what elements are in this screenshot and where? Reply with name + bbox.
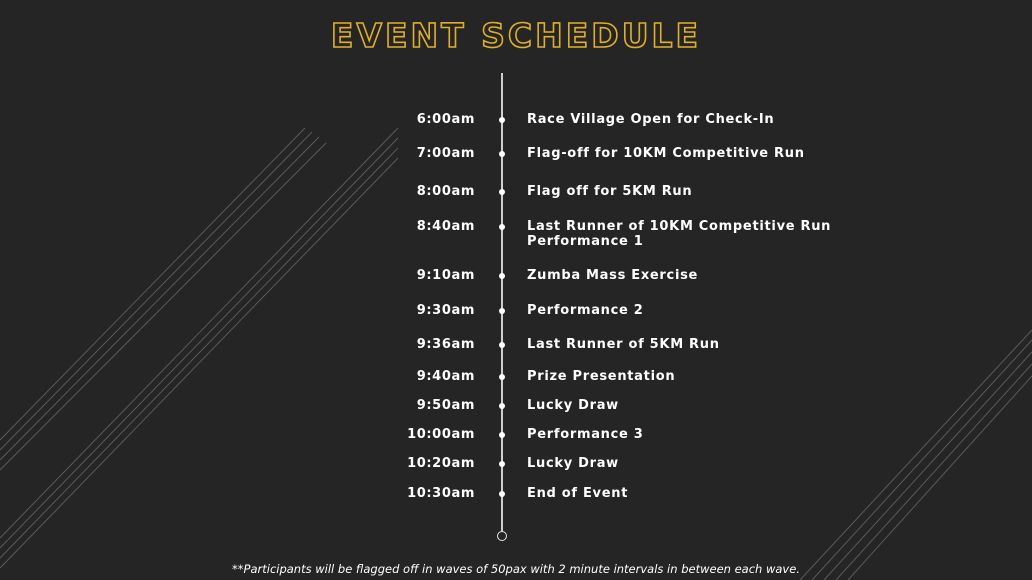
schedule-time: 8:40am — [416, 219, 475, 234]
timeline-dot — [499, 151, 505, 157]
timeline-dot — [499, 117, 505, 123]
timeline-dot — [499, 491, 505, 497]
footnotes — [0, 561, 1032, 577]
schedule-event: Zumba Mass Exercise — [527, 268, 699, 283]
schedule-event: Race Village Open for Check-In — [527, 112, 775, 127]
schedule-time: 6:00am — [416, 112, 475, 127]
schedule-event: Flag-off for 10KM Competitive Run — [527, 146, 805, 161]
timeline-dot — [499, 461, 505, 467]
timeline-dot — [499, 432, 505, 438]
schedule-event: Performance 2 — [527, 303, 644, 318]
timeline-dot — [499, 342, 505, 348]
schedule-time: 9:36am — [416, 337, 475, 352]
page-title: EVENT SCHEDULE — [330, 16, 702, 55]
schedule-event: Prize Presentation — [527, 369, 676, 384]
schedule-time: 7:00am — [416, 146, 475, 161]
schedule-event: Lucky Draw — [527, 456, 619, 471]
timeline-dot — [499, 224, 505, 230]
schedule-item — [0, 369, 1032, 389]
schedule-event: Last Runner of 10KM Competitive Run Performance 1 — [527, 219, 832, 249]
schedule-item — [0, 456, 1032, 476]
schedule-item — [0, 337, 1032, 357]
schedule-time: 9:50am — [416, 398, 475, 413]
timeline-dot — [499, 374, 505, 380]
schedule-time: 9:40am — [416, 369, 475, 384]
schedule-time: 10:00am — [407, 427, 475, 442]
schedule-item — [0, 219, 1032, 249]
schedule-time: 10:20am — [407, 456, 475, 471]
schedule-item — [0, 268, 1032, 288]
schedule-time: 10:30am — [407, 486, 475, 501]
schedule-event: Last Runner of 5KM Run — [527, 337, 720, 352]
schedule-item — [0, 146, 1032, 166]
schedule-item — [0, 398, 1032, 418]
schedule-item — [0, 303, 1032, 323]
timeline-dot — [499, 308, 505, 314]
timeline-dot — [499, 273, 505, 279]
timeline-dot — [499, 403, 505, 409]
schedule-event: End of Event — [527, 486, 629, 501]
timeline-end-marker — [497, 531, 507, 541]
schedule-time: 8:00am — [416, 184, 475, 199]
schedule-time: 9:30am — [416, 303, 475, 318]
schedule-item — [0, 486, 1032, 506]
schedule-item — [0, 427, 1032, 447]
schedule-item — [0, 112, 1032, 132]
footnote: **Participants will be flagged off in waves of 50pax with 2 minute intervals in between each wave. — [232, 562, 800, 576]
schedule-item — [0, 184, 1032, 204]
schedule-event: Lucky Draw — [527, 398, 619, 413]
schedule-event: Performance 3 — [527, 427, 644, 442]
schedule-event: Flag off for 5KM Run — [527, 184, 693, 199]
timeline-dot — [499, 189, 505, 195]
schedule-time: 9:10am — [416, 268, 475, 283]
